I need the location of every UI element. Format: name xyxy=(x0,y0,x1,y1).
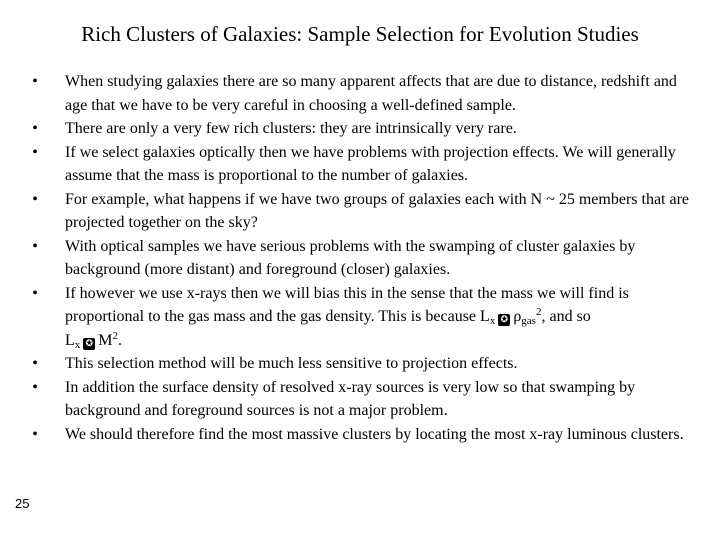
bullet-item xyxy=(28,235,692,282)
bullet-text: There are only a very few rich clusters: they are intrinsically very rare. xyxy=(65,120,517,137)
bullet-text: In addition the surface density of resolved x-ray sources is very low so that swamping by background and foreground sources is not a major problem. xyxy=(65,378,636,419)
superscript-2: 2 xyxy=(535,306,542,318)
bullet-marker: • xyxy=(32,378,38,396)
bullet-text xyxy=(65,285,629,349)
bullet-text: For example, what happens if we have two groups of galaxies each with N ~ 25 members that are projected together on the sky? xyxy=(65,190,690,231)
proportional-symbol-icon: ✪ xyxy=(498,314,510,326)
bullet-marker: • xyxy=(32,73,38,90)
bullet-item xyxy=(28,376,692,423)
bullet-text: With optical samples we have serious problems with the swamping of cluster galaxies by background (more distant) and foreground (closer) galaxies. xyxy=(65,237,636,278)
bullet-marker: • xyxy=(32,284,38,302)
page-number: 25 xyxy=(15,496,30,511)
bullet-item xyxy=(28,423,692,447)
bullet-item xyxy=(28,188,692,235)
bullet-item xyxy=(28,282,692,353)
bullet-text: This selection method will be much less sensitive to projection effects. xyxy=(65,355,518,372)
bullet-item xyxy=(28,141,692,188)
bullet-text-part: If however we use x-rays then we will bias this in the sense that the mass we will find is proportional to the gas mass and the gas density. This is because L xyxy=(65,284,629,325)
bullet-text: When studying galaxies there are so many apparent affects that are due to distance, redshift and age that we have to be very careful in choosing a well-defined sample. xyxy=(65,73,677,114)
bullet-item xyxy=(28,117,692,141)
bullet-text-part: , and so xyxy=(541,308,591,325)
proportional-symbol-icon: ✪ xyxy=(83,338,95,350)
luminosity-symbol: L xyxy=(65,331,75,349)
bullet-item xyxy=(28,352,692,376)
bullet-item xyxy=(28,70,692,117)
bullet-marker: • xyxy=(32,425,38,443)
subscript-x: x xyxy=(74,338,81,351)
bullet-marker: • xyxy=(32,237,38,255)
slide-title: Rich Clusters of Galaxies: Sample Selection for Evolution Studies xyxy=(81,22,639,46)
bullet-text: If we select galaxies optically then we have problems with projection effects. We will generally assume that the mass is proportional to the number of galaxies. xyxy=(65,143,676,184)
superscript-2: 2 xyxy=(112,329,119,342)
bullet-marker: • xyxy=(32,120,38,137)
mass-symbol: M xyxy=(98,331,113,349)
bullet-text-part: . xyxy=(118,331,123,349)
bullet-marker: • xyxy=(32,143,38,161)
subscript-x: x xyxy=(489,315,496,327)
bullet-marker: • xyxy=(32,355,38,372)
bullet-text: We should therefore find the most massive clusters by locating the most x-ray luminous clusters. xyxy=(65,425,684,443)
subscript-gas: gas xyxy=(521,315,536,327)
bullet-marker: • xyxy=(32,190,38,208)
rho-symbol: ρ xyxy=(513,308,522,325)
bullet-list xyxy=(28,70,692,446)
